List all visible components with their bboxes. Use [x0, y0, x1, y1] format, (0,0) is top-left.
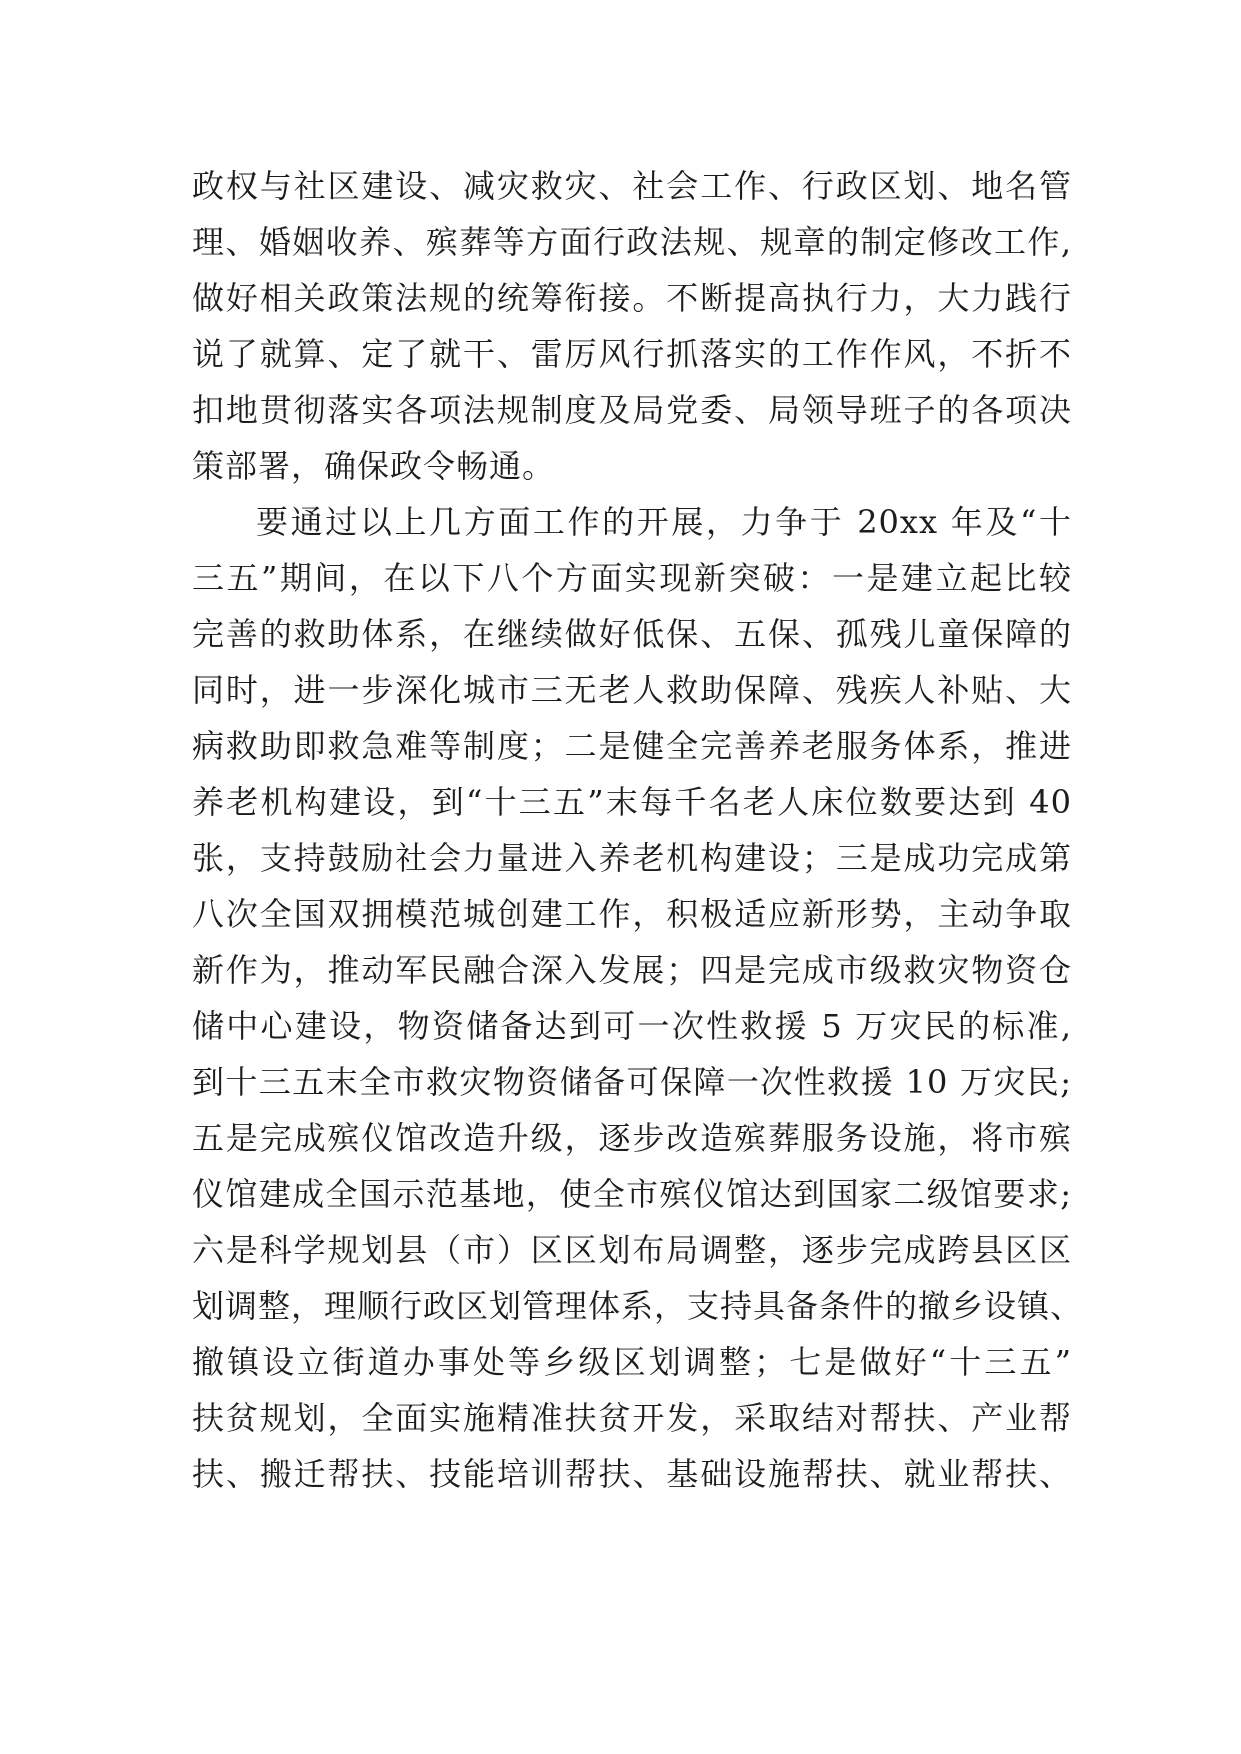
paragraph-line: 要通过以上几方面工作的开展，力争于 20xx 年及“十: [256, 503, 1072, 541]
paragraph-line: 三五”期间，在以下八个方面实现新突破：一是建立起比较: [192, 559, 1072, 597]
paragraph-line: 八次全国双拥模范城创建工作，积极适应新形势，主动争取: [192, 895, 1072, 933]
paragraph-line: 撤镇设立街道办事处等乡级区划调整；七是做好“十三五”: [192, 1343, 1072, 1381]
paragraph-line: 养老机构建设，到“十三五”末每千名老人床位数要达到 40: [192, 783, 1072, 821]
paragraph-line: 政权与社区建设、减灾救灾、社会工作、行政区划、地名管: [192, 167, 1072, 205]
paragraph-line: 理、婚姻收养、殡葬等方面行政法规、规章的制定修改工作,: [192, 223, 1072, 261]
paragraph-line: 五是完成殡仪馆改造升级，逐步改造殡葬服务设施，将市殡: [192, 1119, 1072, 1157]
paragraph-line: 病救助即救急难等制度；二是健全完善养老服务体系，推进: [192, 727, 1072, 765]
paragraph-line: 说了就算、定了就干、雷厉风行抓落实的工作作风，不折不: [192, 335, 1072, 373]
paragraph-line: 扣地贯彻落实各项法规制度及局党委、局领导班子的各项决: [192, 391, 1072, 429]
paragraph-line: 新作为，推动军民融合深入发展；四是完成市级救灾物资仓: [192, 951, 1072, 989]
paragraph-1: [192, 158, 1072, 494]
paragraph-line: 扶、搬迁帮扶、技能培训帮扶、基础设施帮扶、就业帮扶、: [192, 1455, 1072, 1493]
paragraph-line: 到十三五末全市救灾物资储备可保障一次性救援 10 万灾民;: [192, 1063, 1072, 1101]
paragraph-line: 六是科学规划县（市）区区划布局调整，逐步完成跨县区区: [192, 1231, 1072, 1269]
paragraph-line: 张，支持鼓励社会力量进入养老机构建设；三是成功完成第: [192, 839, 1072, 877]
paragraph-line: 仪馆建成全国示范基地，使全市殡仪馆达到国家二级馆要求;: [192, 1175, 1072, 1213]
paragraph-line: 储中心建设，物资储备达到可一次性救援 5 万灾民的标准,: [192, 1007, 1072, 1045]
paragraph-line: 同时，进一步深化城市三无老人救助保障、残疾人补贴、大: [192, 671, 1072, 709]
paragraph-line: 完善的救助体系，在继续做好低保、五保、孤残儿童保障的: [192, 615, 1072, 653]
paragraph-line: 扶贫规划，全面实施精准扶贫开发，采取结对帮扶、产业帮: [192, 1399, 1072, 1437]
paragraph-line: 策部署，确保政令畅通。: [192, 447, 556, 485]
paragraph-line: 划调整，理顺行政区划管理体系，支持具备条件的撤乡设镇、: [192, 1287, 1084, 1325]
paragraph-2: [192, 494, 1084, 1502]
document-body: [192, 158, 1084, 1502]
paragraph-line: 做好相关政策法规的统筹衔接。不断提高执行力，大力践行: [192, 279, 1072, 317]
